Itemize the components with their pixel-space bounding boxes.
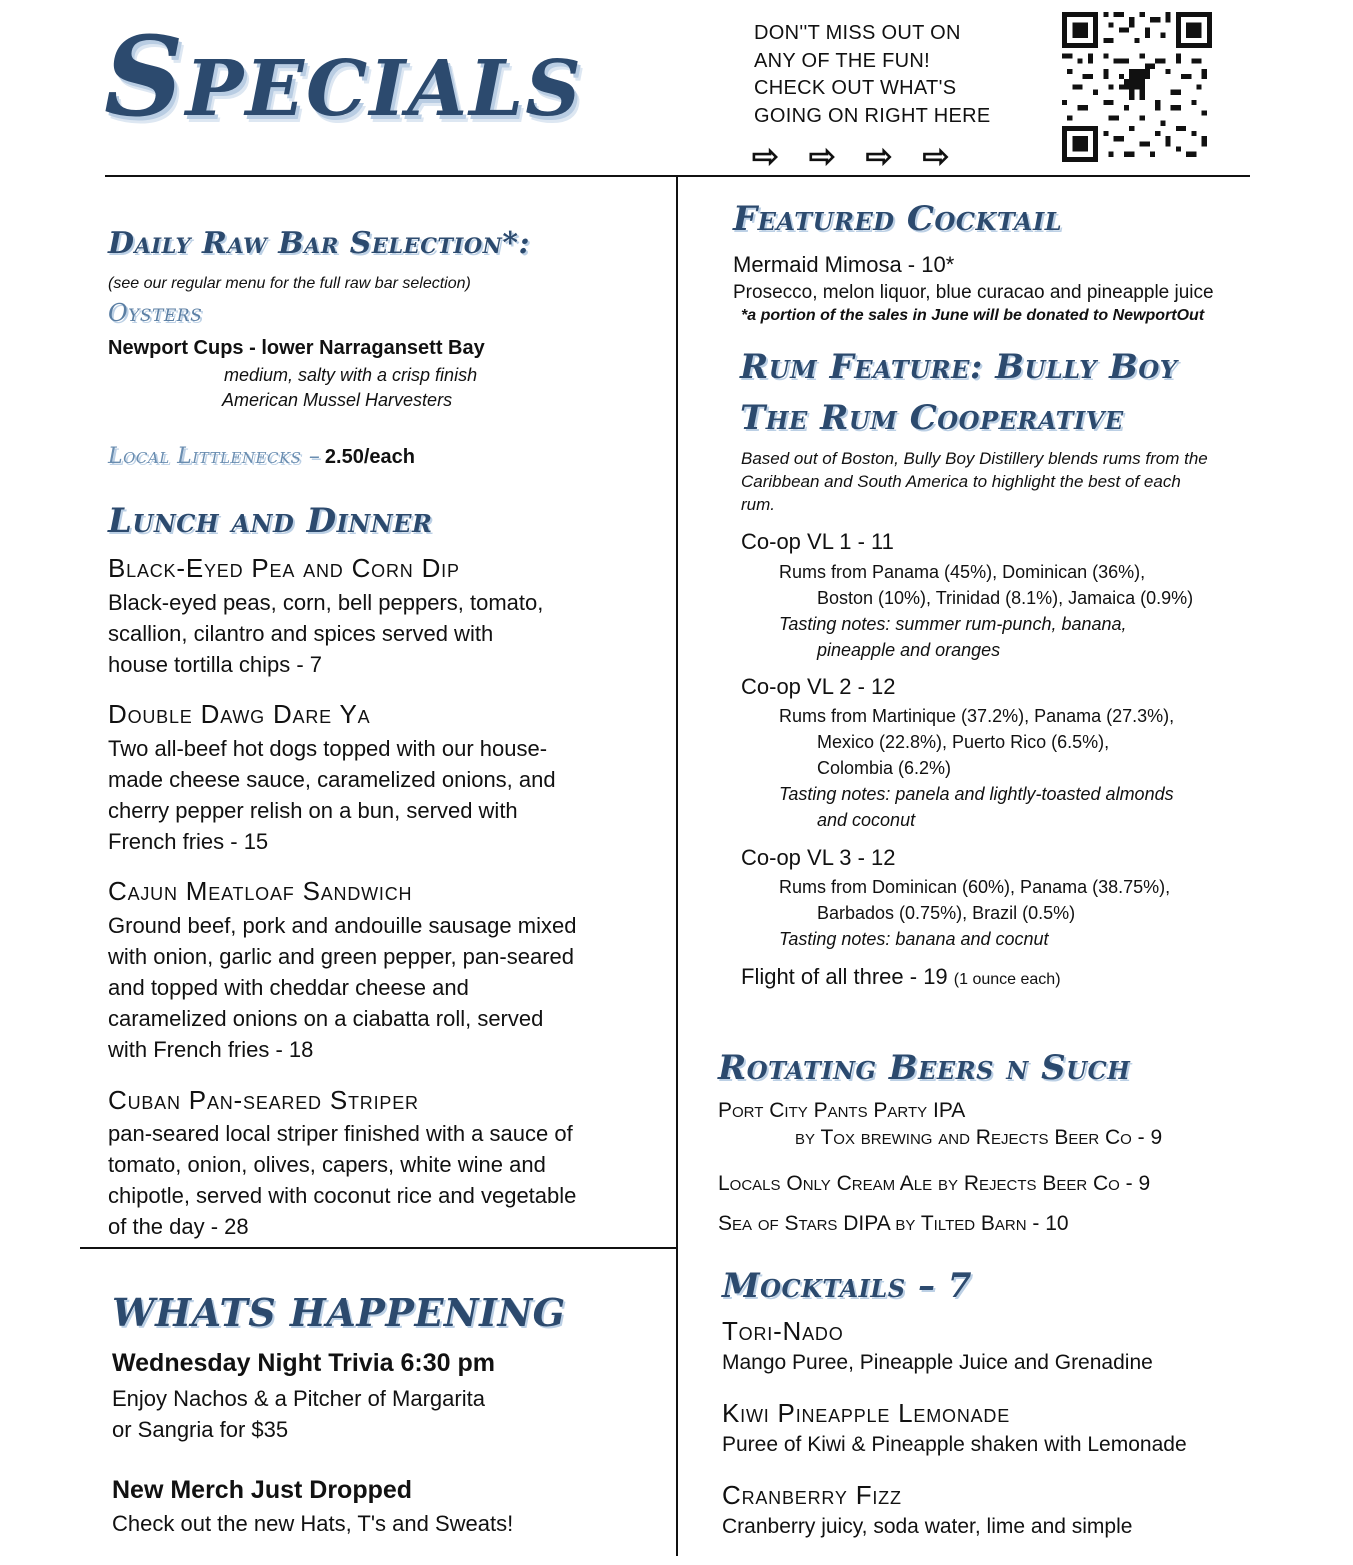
raw-bar-heading: Daily Raw Bar Selection*: xyxy=(108,226,531,261)
dish-name: Black-Eyed Pea and Corn Dip xyxy=(108,553,460,583)
merch-title: New Merch Just Dropped xyxy=(112,1476,413,1504)
right-arrow-icon: ⇨ xyxy=(752,138,779,174)
notes-line: and coconut xyxy=(817,810,916,830)
cocktail-note: *a portion of the sales in June will be donated to NewportOut xyxy=(741,307,1205,324)
mocktail-name: Cranberry Fizz xyxy=(722,1480,902,1510)
desc-line: or Sangria for $35 xyxy=(112,1417,289,1442)
trivia-title: Wednesday Night Trivia 6:30 pm xyxy=(112,1349,495,1377)
desc-line: made cheese sauce, caramelized onions, and xyxy=(108,767,556,792)
lunch-heading: Lunch and Dinner xyxy=(108,501,433,541)
oysters-label: Oysters xyxy=(108,299,203,327)
origin-line: Boston (10%), Trinidad (8.1%), Jamaica (0.9%) xyxy=(817,588,1194,608)
desc-line: French fries - 15 xyxy=(108,829,269,854)
rum-item-detail xyxy=(779,559,1193,663)
desc-line: of the day - 28 xyxy=(108,1214,249,1239)
rum-item-detail xyxy=(779,874,1170,952)
desc-line: tomato, onion, olives, capers, white wine and xyxy=(108,1152,546,1177)
oyster-desc: medium, salty with a crisp finish xyxy=(224,365,478,385)
mocktails-heading: Mocktails – 7 xyxy=(722,1266,972,1306)
littlenecks-price: 2.50/each xyxy=(324,446,415,468)
right-arrow-icon: ⇨ xyxy=(808,138,836,174)
notes-line: Tasting notes: panela and lightly-toasted almonds xyxy=(779,784,1174,804)
notes-line: pineapple and oranges xyxy=(817,640,1001,660)
rum-heading-line-2: The Rum Cooperative xyxy=(740,398,1124,438)
trivia-desc xyxy=(112,1383,485,1445)
dish-desc xyxy=(108,733,556,857)
intro-line: rum. xyxy=(741,495,775,514)
origin-line: Rums from Dominican (60%), Panama (38.75%), xyxy=(779,877,1171,897)
beer-item: Sea of Stars DIPA by Tilted Barn - 10 xyxy=(718,1212,1069,1235)
beer-item: by Tox brewing and Rejects Beer Co - 9 xyxy=(795,1126,1163,1149)
happening-heading: WHATS HAPPENING xyxy=(112,1290,566,1335)
column-divider xyxy=(676,176,678,1556)
dish-desc xyxy=(108,587,543,680)
promo-line: DON''T MISS OUT ON xyxy=(754,22,961,44)
cocktail-desc: Prosecco, melon liquor, blue curacao and pineapple juice xyxy=(733,282,1214,303)
desc-line: pan-seared local striper finished with a sauce of xyxy=(108,1121,573,1146)
desc-line: house tortilla chips - 7 xyxy=(108,652,322,677)
rum-flight xyxy=(741,964,1061,990)
oyster-source: American Mussel Harvesters xyxy=(222,390,453,410)
cocktail-name: Mermaid Mimosa - 10* xyxy=(733,252,955,277)
origin-line: Barbados (0.75%), Brazil (0.5%) xyxy=(817,903,1076,923)
desc-line: with onion, garlic and green pepper, pan-seared xyxy=(108,944,574,969)
littlenecks-label: Local Littlenecks – xyxy=(108,444,321,469)
flight-note: (1 ounce each) xyxy=(953,971,1061,988)
beer-item: Locals Only Cream Ale by Rejects Beer Co - 9 xyxy=(718,1172,1151,1195)
origin-line: Rums from Panama (45%), Dominican (36%), xyxy=(779,562,1146,582)
left-bottom-divider xyxy=(80,1247,677,1249)
raw-bar-note: (see our regular menu for the full raw bar selection) xyxy=(108,275,471,292)
dish-desc xyxy=(108,1118,576,1242)
origin-line: Mexico (22.8%), Puerto Rico (6.5%), xyxy=(817,732,1110,752)
mocktail-name: Tori-Nado xyxy=(722,1316,844,1346)
arrow-row xyxy=(752,140,1032,172)
desc-line: Black-eyed peas, corn, bell peppers, tomato, xyxy=(108,590,544,615)
rum-heading-line-1: Rum Feature: Bully Boy xyxy=(740,347,1178,387)
desc-line: Two all-beef hot dogs topped with our house- xyxy=(108,736,548,761)
dish-name: Double Dawg Dare Ya xyxy=(108,699,371,729)
dish-name: Cajun Meatloaf Sandwich xyxy=(108,876,413,906)
rum-intro xyxy=(741,447,1208,516)
rum-item-detail xyxy=(779,703,1174,833)
desc-line: and topped with cheddar cheese and xyxy=(108,975,469,1000)
rum-item-name: Co-op VL 2 - 12 xyxy=(741,674,896,699)
desc-line: Ground beef, pork and andouille sausage mixed xyxy=(108,913,577,938)
dish-desc xyxy=(108,910,576,1065)
desc-line: with French fries - 18 xyxy=(108,1037,314,1062)
page-title: Specials xyxy=(104,12,583,141)
notes-line: Tasting notes: banana and cocnut xyxy=(779,929,1049,949)
littlenecks-row xyxy=(108,444,415,469)
cocktail-heading: Featured Cocktail xyxy=(733,199,1063,239)
notes-line: Tasting notes: summer rum-punch, banana, xyxy=(779,614,1127,634)
beer-item: Port City Pants Party IPA xyxy=(718,1099,966,1122)
dish-name: Cuban Pan-seared Striper xyxy=(108,1085,419,1115)
origin-line: Rums from Martinique (37.2%), Panama (27.3%), xyxy=(779,706,1175,726)
rum-item-name: Co-op VL 3 - 12 xyxy=(741,845,896,870)
mocktail-desc: Cranberry juicy, soda water, lime and simple xyxy=(722,1515,1133,1538)
intro-line: Based out of Boston, Bully Boy Distillery blends rums from the xyxy=(741,449,1208,468)
right-arrow-icon: ⇨ xyxy=(865,138,893,174)
promo-line: CHECK OUT WHAT'S xyxy=(754,77,957,99)
flight-label: Flight of all three - 19 xyxy=(741,964,948,989)
mocktail-name: Kiwi Pineapple Lemonade xyxy=(722,1398,1011,1428)
beers-heading: Rotating Beers n Such xyxy=(718,1048,1131,1088)
intro-line: Caribbean and South America to highlight the best of each xyxy=(741,472,1181,491)
oyster-name: Newport Cups - lower Narragansett Bay xyxy=(108,337,485,359)
promo-line: ANY OF THE FUN! xyxy=(754,49,931,72)
qr-code-icon[interactable] xyxy=(1062,12,1212,162)
mocktail-desc: Puree of Kiwi & Pineapple shaken with Lemonade xyxy=(722,1433,1187,1456)
origin-line: Colombia (6.2%) xyxy=(817,758,952,778)
desc-line: scallion, cilantro and spices served with xyxy=(108,621,494,646)
qr-promo-text xyxy=(754,20,1044,130)
merch-desc: Check out the new Hats, T's and Sweats! xyxy=(112,1511,514,1536)
mocktail-desc: Mango Puree, Pineapple Juice and Grenadine xyxy=(722,1351,1153,1374)
promo-line: GOING ON RIGHT HERE xyxy=(754,104,991,127)
right-arrow-icon: ⇨ xyxy=(922,138,950,174)
desc-line: Enjoy Nachos & a Pitcher of Margarita xyxy=(112,1386,485,1411)
desc-line: chipotle, served with coconut rice and vegetable xyxy=(108,1183,577,1208)
rum-item-name: Co-op VL 1 - 11 xyxy=(741,529,894,554)
desc-line: cherry pepper relish on a bun, served with xyxy=(108,798,518,823)
desc-line: caramelized onions on a ciabatta roll, served xyxy=(108,1006,544,1031)
